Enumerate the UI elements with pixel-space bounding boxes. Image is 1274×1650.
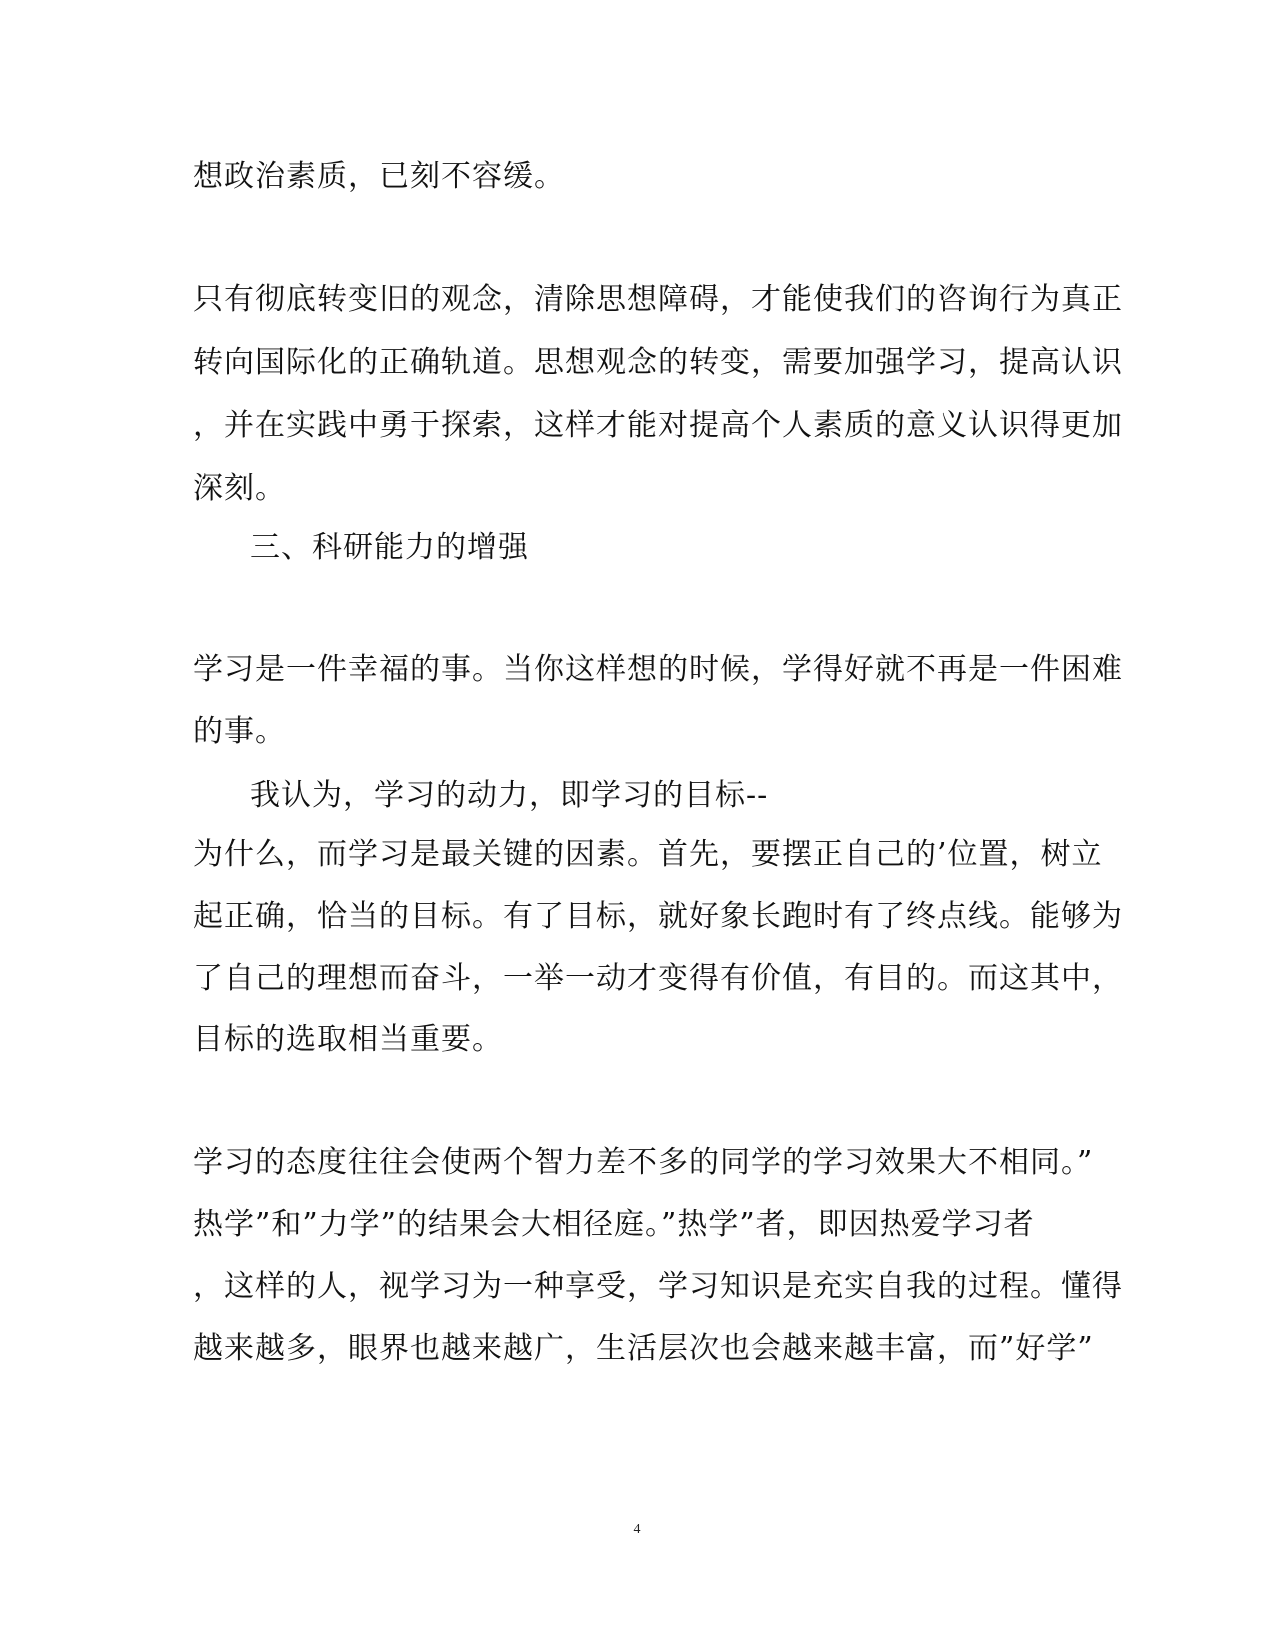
text-line: 我认为，学习的动力，即学习的目标-- [250,778,769,813]
text-line: 深刻。 [193,471,286,506]
text-line: ，这样的人，视学习为一种享受，学习知识是充实自我的过程。懂得 [193,1269,1123,1304]
text-line: 想政治素质，已刻不容缓。 [193,159,565,194]
section-heading: 三、科研能力的增强 [250,530,529,565]
page-number: 4 [633,1522,641,1537]
text-line: 的事。 [193,714,286,749]
text-line: 学习的态度往往会使两个智力差不多的同学的学习效果大不相同。” [193,1145,1094,1180]
text-line: 转向国际化的正确轨道。思想观念的转变，需要加强学习，提高认识 [193,345,1123,380]
text-line: ，并在实践中勇于探索，这样才能对提高个人素质的意义认识得更加 [193,408,1123,443]
text-line: 起正确，恰当的目标。有了目标，就好象长跑时有了终点线。能够为 [193,899,1123,934]
text-line: 了自己的理想而奋斗，一举一动才变得有价值，有目的。而这其中， [193,961,1123,996]
text-line: 热学”和”力学”的结果会大相径庭。”热学”者，即因热爱学习者 [193,1207,1035,1242]
text-line: 目标的选取相当重要。 [193,1022,503,1057]
text-line: 越来越多，眼界也越来越广，生活层次也会越来越丰富，而”好学” [193,1331,1094,1366]
text-line: 只有彻底转变旧的观念，清除思想障碍，才能使我们的咨询行为真正 [193,282,1123,317]
text-line: 为什么，而学习是最关键的因素。首先，要摆正自己的’位置，树立 [193,837,1103,872]
text-line: 学习是一件幸福的事。当你这样想的时候，学得好就不再是一件困难 [193,652,1123,687]
